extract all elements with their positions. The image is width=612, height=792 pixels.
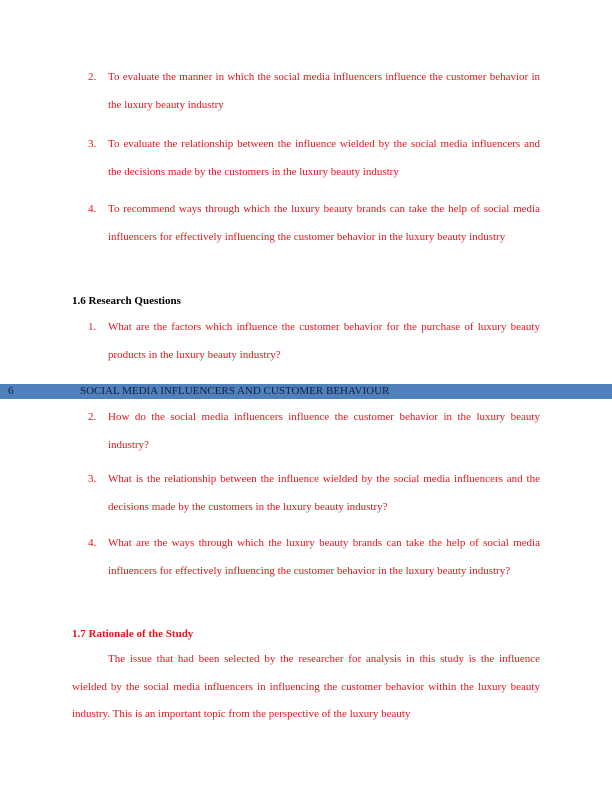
list-text: What are the factors which influence the customer behavior for the purchase of luxury beauty products in the luxury beauty industry?	[108, 321, 540, 361]
rationale-heading: 1.7 Rationale of the Study	[72, 628, 194, 640]
page-number: 6	[8, 385, 14, 397]
list-text: How do the social media influencers influence the customer behavior in the luxury beauty industry?	[108, 411, 540, 451]
list-text: What is the relationship between the influence wielded by the social media influencers and the decisions made by the customers in the luxury beauty industry?	[108, 473, 540, 513]
list-number: 1.	[88, 321, 97, 333]
list-number: 4.	[88, 203, 97, 215]
running-title: SOCIAL MEDIA INFLUENCERS AND CUSTOMER BEHAVIOUR	[80, 385, 390, 397]
research-questions-heading: 1.6 Research Questions	[72, 295, 181, 307]
running-header	[0, 384, 612, 399]
question-1	[88, 314, 540, 369]
list-text: To evaluate the relationship between the influence wielded by the social media influencers and the decisions made by the customers in the luxury beauty industry	[108, 138, 540, 178]
question-3	[88, 466, 540, 521]
objective-3	[88, 131, 540, 186]
list-text: To recommend ways through which the luxury beauty brands can take the help of social media influencers for effectively influencing the customer behavior in the luxury beauty industry	[108, 203, 540, 243]
objective-2	[88, 64, 540, 119]
rationale-paragraph: The issue that had been selected by the researcher for analysis in this study is the influence wielded by the social media influencers in influencing the customer behavior within the luxury beauty industry. This is an important topic from the perspective of the luxury beauty	[72, 653, 540, 720]
objective-4	[88, 196, 540, 251]
list-number: 3.	[88, 473, 97, 485]
list-number: 2.	[88, 71, 97, 83]
list-number: 3.	[88, 138, 97, 150]
list-number: 2.	[88, 411, 97, 423]
question-4	[88, 530, 540, 585]
list-text: To evaluate the manner in which the social media influencers influence the customer behavior in the luxury beauty industry	[108, 71, 540, 111]
list-text: What are the ways through which the luxury beauty brands can take the help of social media influencers for effectively influencing the customer behavior in the luxury beauty industry?	[108, 537, 540, 577]
list-number: 4.	[88, 537, 97, 549]
question-2	[88, 404, 540, 459]
